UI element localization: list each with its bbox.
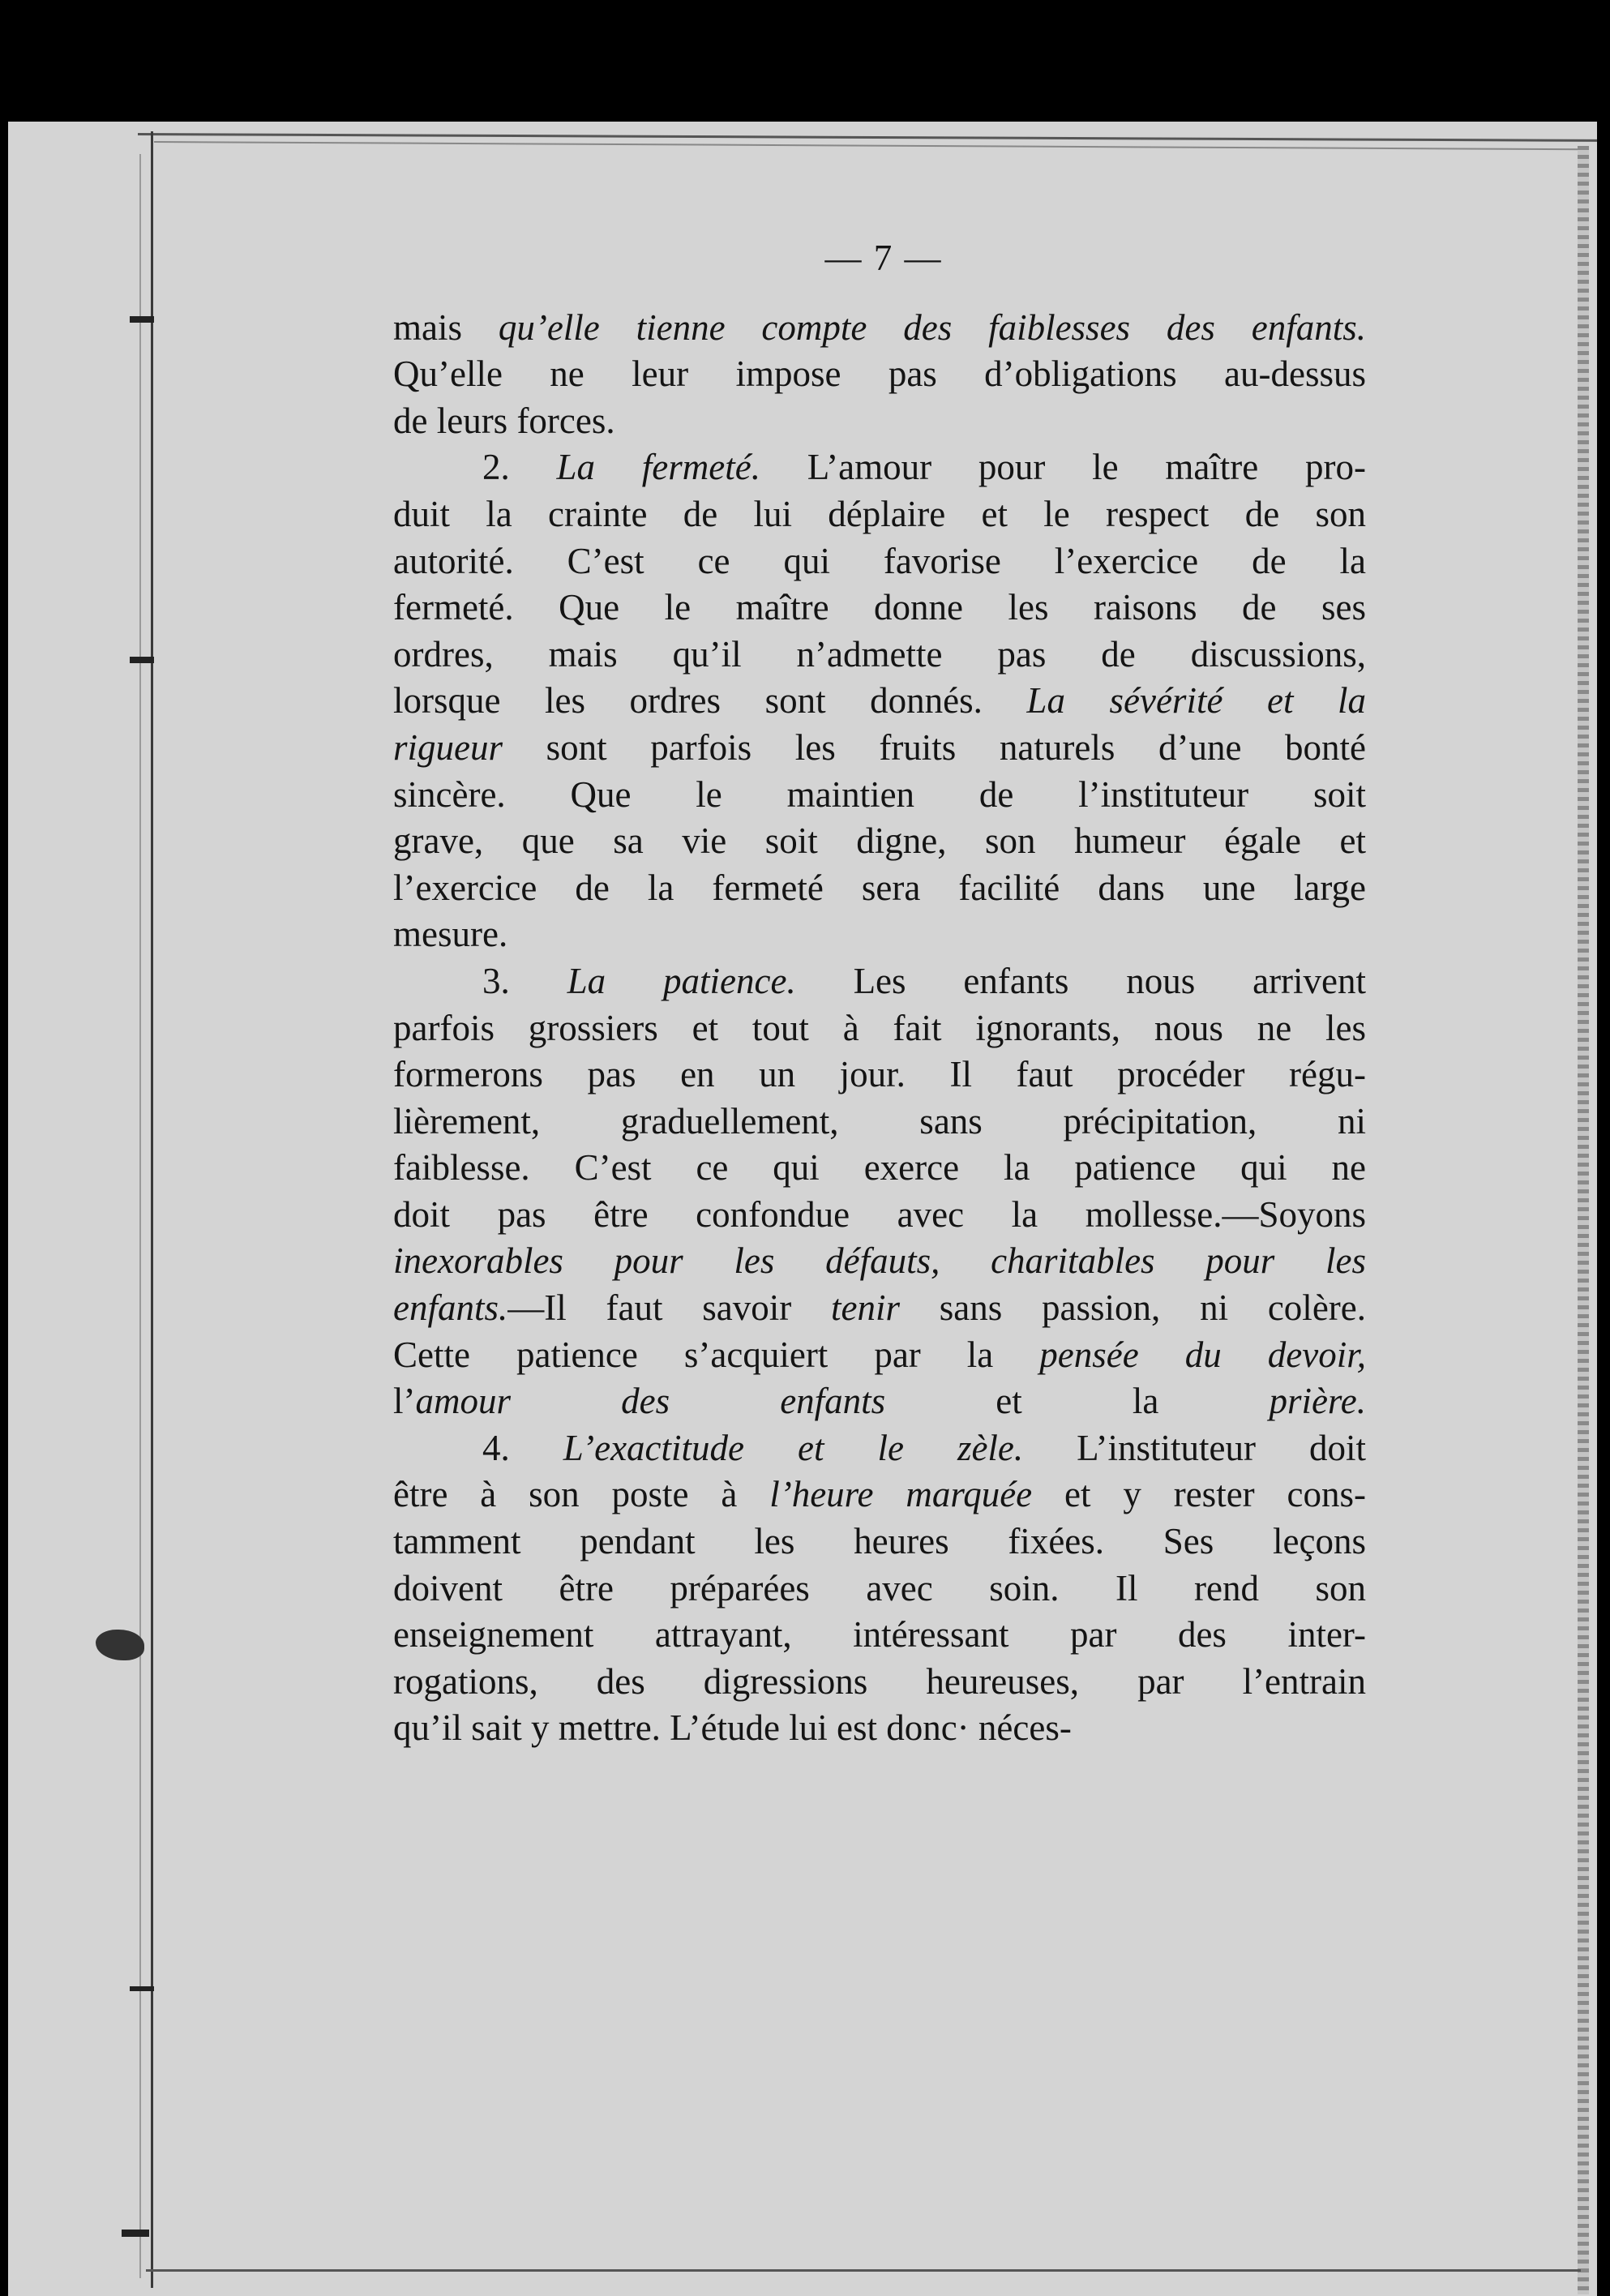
text-run: l’exercice de la fermeté sera facilité dans une large: [393, 867, 1366, 908]
text-line: [393, 1052, 1366, 1099]
text-run: enseignement attrayant, intéressant par des inter-: [393, 1614, 1366, 1656]
binding-edge-shadow: [139, 154, 141, 2278]
text-run: pensée du devoir,: [1039, 1334, 1366, 1375]
text-run: La patience.: [567, 960, 796, 1001]
text-line: [393, 865, 1366, 912]
text-run: rogations, des digressions heureuses, par l’entrain: [393, 1660, 1366, 1702]
text-run: amour des enfants: [415, 1381, 886, 1422]
text-run: doivent être préparées avec soin. Il rend son: [393, 1567, 1366, 1608]
text-line: [393, 1332, 1366, 1379]
text-run: mais: [393, 306, 499, 348]
text-line: [393, 1378, 1366, 1425]
page-top-edge-shadow: [154, 141, 1581, 150]
page-number: — 7 —: [824, 238, 943, 278]
text-run: rigueur: [393, 726, 503, 768]
text-line: [393, 1612, 1366, 1659]
text-run: autorité. C’est ce qui favorise l’exercice de la: [393, 540, 1366, 581]
text-line: [393, 1099, 1366, 1146]
text-line: [393, 1425, 1366, 1472]
text-run: inexorables pour les défauts, charitables pour les: [393, 1240, 1366, 1282]
text-line: [393, 305, 1366, 352]
text-run: faiblesse. C’est ce qui exerce la patience qui ne: [393, 1147, 1366, 1189]
page-right-edge: [1578, 146, 1589, 2294]
text-run: ordres, mais qu’il n’admette pas de discussions,: [393, 633, 1366, 675]
binding-mark: [130, 316, 154, 323]
text-line: [393, 1285, 1366, 1332]
binding-stitch-mark: [96, 1630, 144, 1660]
text-line: [393, 1192, 1366, 1239]
text-run: lorsque les ordres sont donnés.: [393, 680, 1027, 722]
text-line: [393, 351, 1366, 398]
text-line: [393, 1005, 1366, 1052]
text-line: [393, 1705, 1366, 1752]
text-line: [393, 1145, 1366, 1192]
binding-mark: [130, 657, 154, 663]
page-text: [393, 235, 1366, 1752]
text-run: tenir: [831, 1287, 900, 1329]
text-run: de leurs forces.: [393, 400, 615, 441]
text-run: lièrement, graduellement, sans précipitation, ni: [393, 1100, 1366, 1142]
text-run: Les enfants nous arrivent: [795, 960, 1367, 1001]
body-text: [393, 305, 1366, 1752]
text-run: sans passion, ni colère.: [900, 1287, 1366, 1329]
text-run: l’: [393, 1381, 416, 1422]
text-run: parfois grossiers et tout à fait ignorants, nous ne les: [393, 1007, 1366, 1048]
text-run: La fermeté.: [556, 447, 760, 488]
text-line: [393, 585, 1366, 632]
binding-mark: [122, 2230, 149, 2237]
text-line: [393, 1519, 1366, 1566]
text-run: L’amour pour le maître pro-: [760, 447, 1366, 488]
text-run: sincère. Que le maintien de l’instituteur soit: [393, 773, 1366, 815]
text-line: [393, 1566, 1366, 1613]
scanned-page: [8, 122, 1597, 2296]
text-run: prière.: [1269, 1381, 1366, 1422]
text-run: Cette patience s’acquiert par la: [393, 1334, 1040, 1375]
text-line: [393, 538, 1366, 585]
text-line: [393, 491, 1366, 538]
binding-edge: [151, 131, 153, 2288]
text-run: 2.: [482, 447, 557, 488]
text-run: 3.: [482, 960, 567, 1001]
text-line: [393, 444, 1366, 491]
text-line: [393, 911, 1366, 958]
text-line: [393, 1471, 1366, 1519]
text-line: [393, 772, 1366, 819]
text-run: enfants.: [393, 1287, 508, 1329]
text-line: [393, 1238, 1366, 1285]
text-run: La sévérité et la: [1026, 680, 1366, 722]
text-run: duit la crainte de lui déplaire et le respect de son: [393, 493, 1366, 534]
page-top-edge: [138, 133, 1597, 142]
text-line: [393, 398, 1366, 445]
text-run: et la: [885, 1381, 1270, 1422]
text-line: [393, 1659, 1366, 1706]
text-run: qu’il sait y mettre. L’étude lui est donc· néces-: [393, 1707, 1072, 1749]
text-run: —Il faut savoir: [507, 1287, 831, 1329]
text-run: sont parfois les fruits naturels d’une bonté: [503, 726, 1366, 768]
text-run: et y rester cons-: [1032, 1474, 1366, 1515]
text-line: [393, 958, 1366, 1005]
text-run: qu’elle tienne compte des faiblesses des enfants.: [498, 306, 1366, 348]
text-run: être à son poste à: [393, 1474, 770, 1515]
text-run: formerons pas en un jour. Il faut procéder régu-: [393, 1054, 1366, 1095]
text-run: 4.: [482, 1427, 563, 1468]
text-run: fermeté. Que le maître donne les raisons de ses: [393, 587, 1366, 628]
text-line: [393, 678, 1366, 725]
text-run: Qu’elle ne leur impose pas d’obligations au-dessus: [393, 353, 1366, 395]
text-run: L’exactitude et le zèle.: [563, 1427, 1024, 1468]
text-run: L’instituteur doit: [1023, 1427, 1366, 1468]
text-line: [393, 818, 1366, 865]
text-line: [393, 632, 1366, 679]
text-run: mesure.: [393, 914, 508, 955]
text-run: grave, que sa vie soit digne, son humeur égale et: [393, 820, 1366, 862]
text-run: tamment pendant les heures fixées. Ses leçons: [393, 1521, 1366, 1562]
binding-mark: [130, 1986, 154, 1991]
text-run: l’heure marquée: [769, 1474, 1033, 1515]
page-bottom-edge: [146, 2269, 1581, 2272]
text-run: doit pas être confondue avec la mollesse.—Soyons: [393, 1193, 1366, 1235]
text-line: [393, 725, 1366, 772]
